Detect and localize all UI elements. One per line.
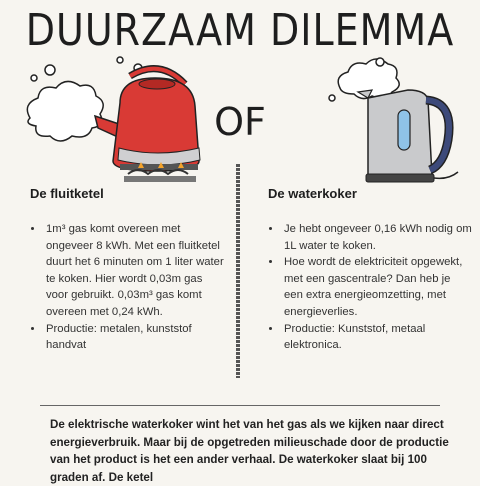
- list-item: • Productie: Kunststof, metaal elektronica.: [282, 321, 472, 354]
- fluitketel-heading: De fluitketel: [30, 186, 104, 201]
- list-item: • Je hebt ongeveer 0,16 kWh nodig om 1L water te koken.: [282, 221, 472, 254]
- waterkoker-list: [268, 221, 472, 354]
- fluitketel-list: [30, 221, 224, 354]
- list-item: • Hoe wordt de elektriciteit opgewekt, met een gascentrale? Dan heb je een extra energieomzetting, met energieverlies.: [282, 254, 472, 320]
- waterkoker-heading: De waterkoker: [268, 186, 357, 201]
- whistling-kettle-illustration: [20, 48, 210, 188]
- vertical-divider: [235, 164, 241, 378]
- or-separator: OF: [214, 100, 266, 144]
- electric-kettle-illustration: [320, 48, 470, 188]
- horizontal-divider: [40, 405, 440, 406]
- list-item: • Productie: metalen, kunststof handvat: [44, 321, 224, 354]
- list-item: • 1m³ gas komt overeen met ongeveer 8 kWh. Met een fluitketel duurt het 6 minuten om 1 liter water te koken. Hier wordt 0,03m gas voor gebruikt. 0,03m³ gas komt overeen met 0,24 kWh.: [44, 221, 224, 321]
- conclusion-text: De elektrische waterkoker wint het van het gas als we kijken naar direct energieverbruik. Maar bij de opgetreden milieuschade door de productie van het product is het een ander verhaal. De waterkoker slaat bij 100 graden af. De ketel: [50, 418, 449, 484]
- page-title: DUURZAAM DILEMMA: [25, 4, 455, 56]
